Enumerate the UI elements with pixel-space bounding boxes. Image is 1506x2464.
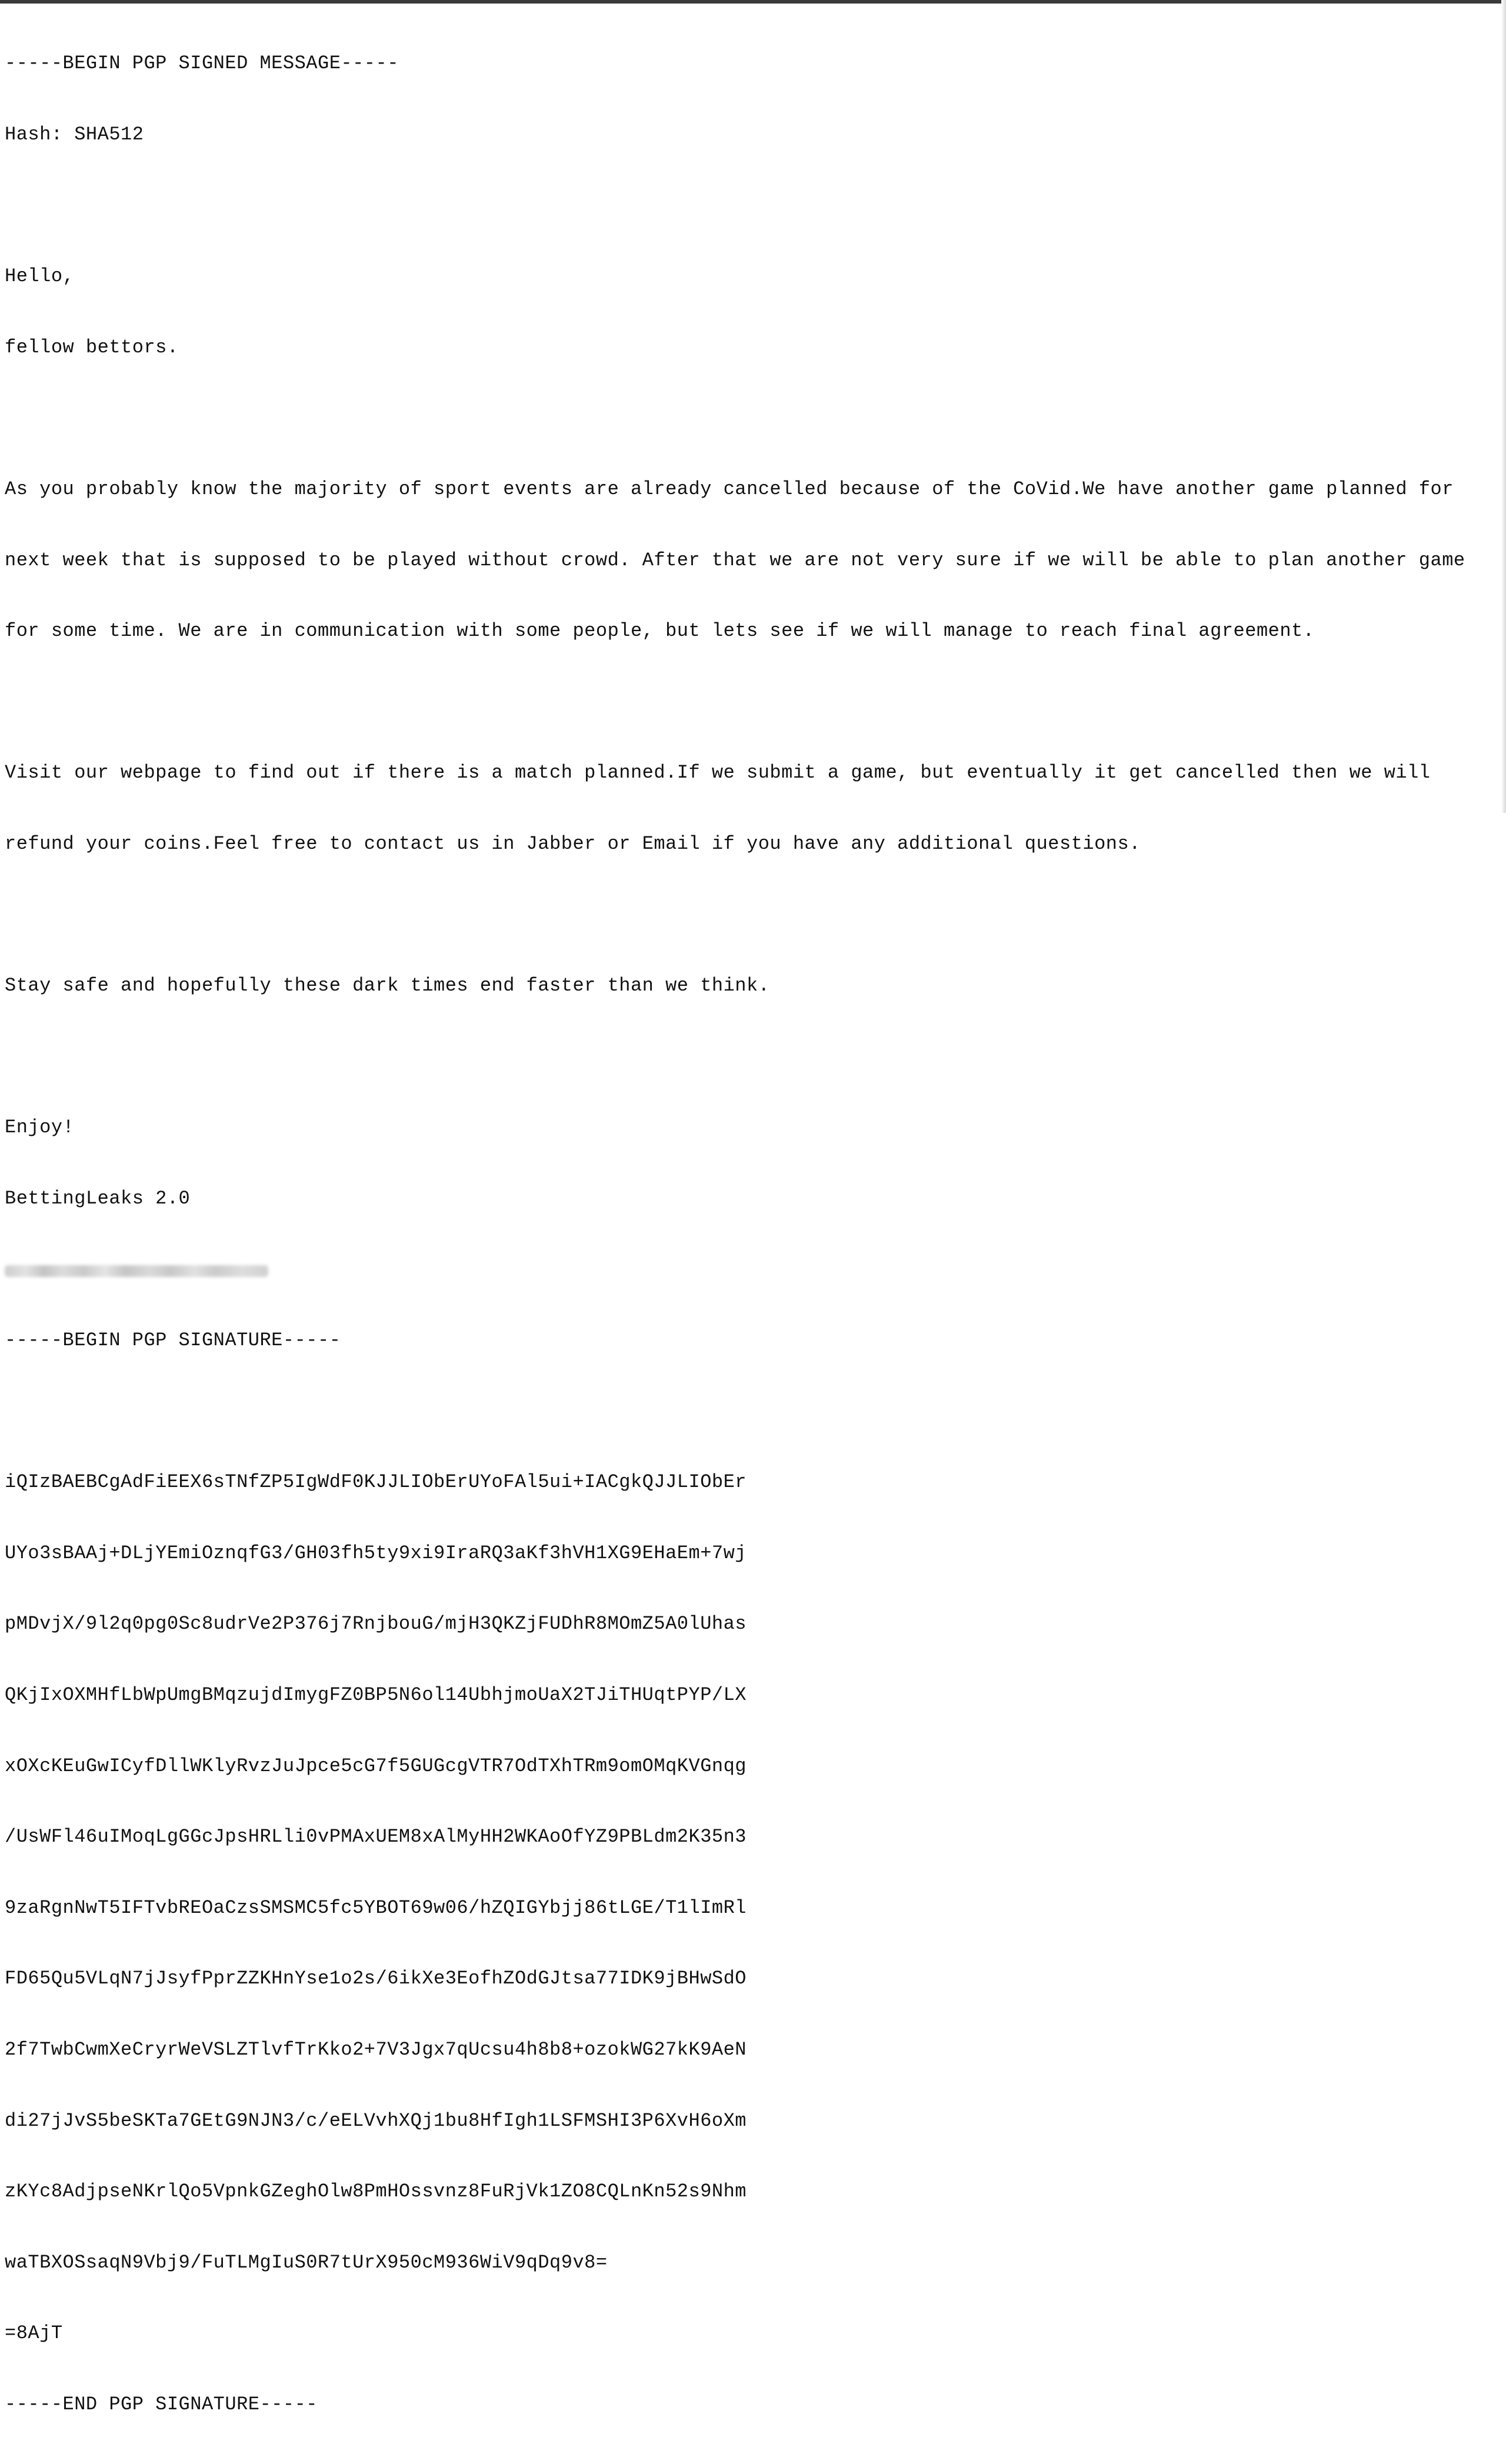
signature-line: zKYc8AdjpseNKrlQo5VpnkGZeghOlw8PmHOssvnz8FuRjVk1ZO8CQLnKn52s9Nhm — [5, 2180, 747, 2203]
blank-line — [5, 691, 1493, 714]
paragraph-1-line-3: for some time. We are in communication with some people, but lets see if we will manage to reach final agreement. — [5, 620, 1315, 642]
right-edge-shadow — [1501, 0, 1506, 813]
blank-line — [5, 1045, 1493, 1069]
blank-line — [5, 194, 1493, 218]
redacted-contact-line — [5, 1258, 1493, 1282]
signature-checksum-line: =8AjT — [5, 2322, 63, 2345]
greeting-line-1: Hello, — [5, 265, 75, 288]
signature-line: pMDvjX/9l2q0pg0Sc8udrVe2P376j7RnjbouG/mjH3QKZjFUDhR8MOmZ5A0lUhas — [5, 1613, 747, 1635]
signature-line: QKjIxOXMHfLbWpUmgBMqzujdImygFZ0BP5N6ol14UbhjmoUaX2TJiTHUqtPYP/LX — [5, 1684, 747, 1706]
greeting-line-2: fellow bettors. — [5, 336, 179, 358]
signature-line: waTBXOSsaqN9Vbj9/FuTLMgIuS0R7tUrX950cM936WiV9qDq9v8= — [5, 2251, 608, 2273]
message-text-area[interactable] — [5, 5, 1493, 2464]
pgp-begin-message-header: -----BEGIN PGP SIGNED MESSAGE----- — [5, 52, 399, 75]
pgp-begin-signature-header: -----BEGIN PGP SIGNATURE----- — [5, 1329, 341, 1352]
signature-line: UYo3sBAAj+DLjYEmiOznqfG3/GH03fh5ty9xi9IraRQ3aKf3hVH1XG9EHaEm+7wj — [5, 1542, 747, 1564]
closing-line: Enjoy! — [5, 1116, 75, 1139]
paragraph-1-line-2: next week that is supposed to be played without crowd. After that we are not very sure if we will be able to plan another game — [5, 549, 1465, 571]
paragraph-3: Stay safe and hopefully these dark times end faster than we think. — [5, 975, 770, 997]
paragraph-1-line-1: As you probably know the majority of sport events are already cancelled because of the CoVid.We have another game planned for — [5, 478, 1454, 500]
paragraph-2-line-2: refund your coins.Feel free to contact us in Jabber or Email if you have any additional questions. — [5, 832, 1141, 855]
signature-line: xOXcKEuGwICyfDllWKlyRvzJuJpce5cG7f5GUGcgVTR7OdTXhTRm9omOMqKVGnqg — [5, 1755, 747, 1777]
signature-line: di27jJvS5beSKTa7GEtG9NJN3/c/eELVvhXQj1bu8HfIgh1LSFMSHI3P6XvH6oXm — [5, 2109, 747, 2132]
window-top-border — [0, 0, 1506, 4]
signature-line: 9zaRgnNwT5IFTvbREOaCzsSMSMC5fc5YBOT69w06/hZQIGYbjj86tLGE/T1lImRl — [5, 1896, 747, 1919]
signature-line: FD65Qu5VLqN7jJsyfPprZZKHnYse1o2s/6ikXe3EofhZOdGJtsa77IDK9jBHwSdO — [5, 1968, 747, 1990]
redaction-blur — [5, 1265, 268, 1277]
signature-line: 2f7TwbCwmXeCryrWeVSLZTlvfTrKko2+7V3Jgx7qUcsu4h8b8+ozokWG27kK9AeN — [5, 2039, 747, 2061]
blank-line — [5, 406, 1493, 430]
signature-line: iQIzBAEBCgAdFiEEX6sTNfZP5IgWdF0KJJLIObErUYoFAl5ui+IACgkQJJLIObEr — [5, 1471, 747, 1493]
signoff-line: BettingLeaks 2.0 — [5, 1187, 191, 1209]
paragraph-2-line-1: Visit our webpage to find out if there is a match planned.If we submit a game, but eventually it get cancelled then we will — [5, 762, 1431, 784]
pgp-end-signature-footer: -----END PGP SIGNATURE----- — [5, 2393, 318, 2415]
blank-line — [5, 1400, 1493, 1423]
blank-line — [5, 903, 1493, 927]
hash-line: Hash: SHA512 — [5, 124, 144, 145]
signature-line: /UsWFl46uIMoqLgGGcJpsHRLli0vPMAxUEM8xAlMyHH2WKAoOfYZ9PBLdm2K35n3 — [5, 1826, 747, 1848]
